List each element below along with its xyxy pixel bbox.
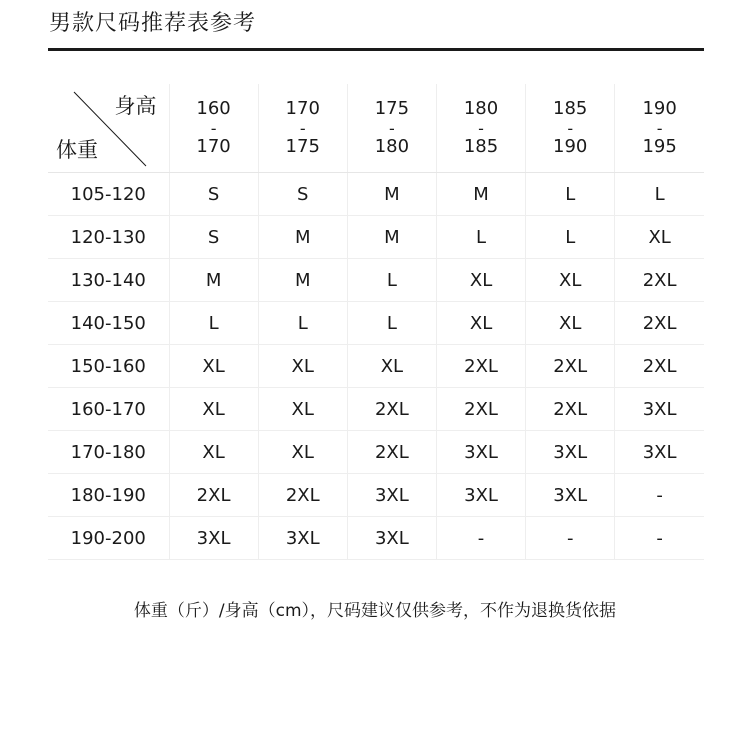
height-range-low: 190 [642,98,677,119]
size-cell: XL [169,431,258,474]
size-cell: 2XL [615,302,704,345]
size-cell: L [347,302,436,345]
header-row [48,84,704,173]
height-range-low: 160 [196,98,231,119]
height-range-header [436,84,525,173]
weight-range-cell: 180-190 [48,474,169,517]
size-cell: 3XL [526,474,615,517]
size-cell: 2XL [347,431,436,474]
table-row [48,173,704,216]
size-cell: L [526,216,615,259]
height-range-low: 175 [374,98,410,119]
height-range-separator: - [299,119,306,138]
size-cell: L [347,259,436,302]
size-cell: 2XL [258,474,347,517]
size-cell: 2XL [615,259,704,302]
size-cell: 3XL [526,431,615,474]
size-chart-table [48,84,704,560]
size-cell: 3XL [169,517,258,560]
table-row [48,259,704,302]
size-cell: XL [526,259,615,302]
height-range-low: 170 [285,98,320,119]
table-row [48,345,704,388]
table-row [48,388,704,431]
size-cell: M [169,259,258,302]
size-cell: XL [526,302,615,345]
height-range-separator: - [210,119,217,138]
height-range-header [347,84,436,173]
size-cell: 2XL [436,345,525,388]
size-cell: S [169,216,258,259]
size-cell: 2XL [169,474,258,517]
size-cell: 3XL [615,431,704,474]
height-range-high: 175 [285,136,320,157]
height-axis-label: 身高 [114,94,157,118]
height-range-separator: - [567,119,574,138]
title-divider [48,48,704,51]
size-cell: XL [258,388,347,431]
table-row [48,431,704,474]
size-cell: L [615,173,704,216]
size-cell: - [615,474,704,517]
size-cell: M [347,216,436,259]
height-range-high: 190 [553,136,588,157]
weight-range-cell: 160-170 [48,388,169,431]
height-range-header [615,84,704,173]
size-cell: 2XL [526,345,615,388]
size-cell: XL [258,431,347,474]
weight-range-cell: 170-180 [48,431,169,474]
size-cell: S [258,173,347,216]
size-cell: XL [436,259,525,302]
height-range-high: 170 [196,136,231,157]
size-cell: M [347,173,436,216]
table-row [48,517,704,560]
weight-range-cell: 140-150 [48,302,169,345]
weight-range-cell: 120-130 [48,216,169,259]
height-range-separator: - [389,119,395,138]
weight-range-cell: 150-160 [48,345,169,388]
size-cell: M [436,173,525,216]
weight-range-cell: 105-120 [48,173,169,216]
size-cell: XL [258,345,347,388]
size-cell: 2XL [615,345,704,388]
size-cell: - [526,517,615,560]
size-cell: 3XL [615,388,704,431]
table-row [48,474,704,517]
height-range-header [258,84,347,173]
size-cell: XL [347,345,436,388]
height-range-separator: - [656,119,663,138]
height-range-high: 195 [642,136,677,157]
footnote: 体重（斤）/身高（cm），尺码建议仅供参考，不作为退换货依据 [133,601,617,621]
size-cell: - [615,517,704,560]
size-cell: S [169,173,258,216]
weight-axis-label: 体重 [56,138,98,162]
height-range-high: 185 [463,136,499,157]
corner-header-cell [48,84,169,173]
height-range-header [526,84,615,173]
table-row [48,302,704,345]
size-cell: 3XL [347,517,436,560]
height-range-low: 180 [463,98,499,119]
page-title: 男款尺码推荐表参考 [49,11,257,36]
height-range-high: 180 [374,136,410,157]
height-range-header [169,84,258,173]
size-cell: M [258,259,347,302]
size-cell: L [526,173,615,216]
size-cell: 2XL [347,388,436,431]
size-cell: 3XL [258,517,347,560]
size-cell: M [258,216,347,259]
size-cell: 3XL [347,474,436,517]
size-cell: XL [436,302,525,345]
weight-range-cell: 190-200 [48,517,169,560]
height-range-low: 185 [553,98,588,119]
size-cell: L [169,302,258,345]
size-cell: XL [169,388,258,431]
weight-range-cell: 130-140 [48,259,169,302]
height-range-separator: - [478,119,484,138]
size-cell: L [258,302,347,345]
size-cell: L [436,216,525,259]
size-cell: 2XL [526,388,615,431]
size-cell: XL [615,216,704,259]
table-row [48,216,704,259]
size-cell: - [436,517,525,560]
size-cell: XL [169,345,258,388]
size-cell: 2XL [436,388,525,431]
size-cell: 3XL [436,431,525,474]
size-cell: 3XL [436,474,525,517]
